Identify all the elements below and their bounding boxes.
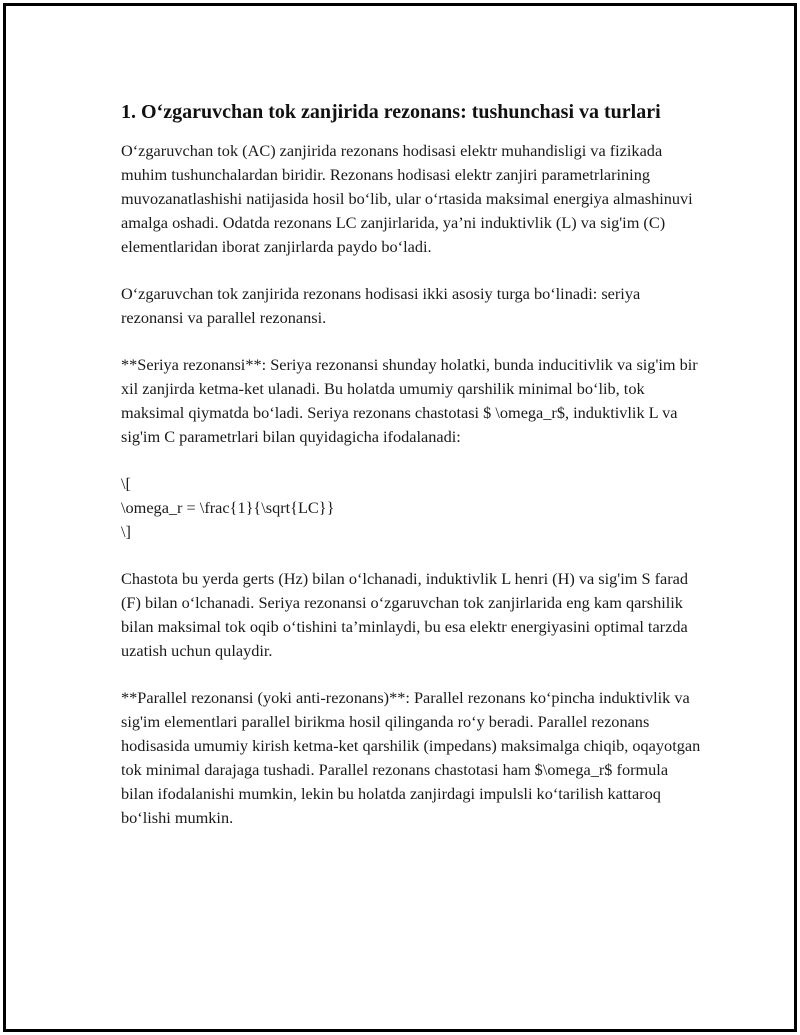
document-title: 1. O‘zgaruvchan tok zanjirida rezonans: tushunchasi va turlari xyxy=(121,101,661,123)
formula-block xyxy=(121,472,701,544)
paragraph-parallel-resonance: **Parallel rezonansi (yoki anti-rezonans)**: Parallel rezonans ko‘pincha induktivlik va sig'im elementlari parallel birikma hosil qilinganda ro‘y beradi. Parallel rezonans hodisasida umumiy kirish ketma-ket qarshilik (impedans) maksimalga chiqib, oqayotgan tok minimal darajaga tushadi. Parallel rezonans chastotasi ham $\omega_r$ formula bilan ifodalanishi mumkin, lekin bu holatda zanjirdagi impulsli ko‘tarilish kattaroq bo‘lishi mumkin. xyxy=(121,688,701,827)
formula-line-close: \] xyxy=(121,522,131,541)
paragraph-frequency-units: Chastota bu yerda gerts (Hz) bilan o‘lchanadi, induktivlik L henri (H) va sig'im S farad (F) bilan o‘lchanadi. Seriya rezonansi o‘zgaruvchan tok zanjirlarida eng kam qarshilik bilan maksimal tok oqib o‘tishini ta’minlaydi, bu esa elektr energiyasini optimal tarzda uzatish uchun qulaydir. xyxy=(121,569,689,660)
formula-line-expression: \omega_r = \frac{1}{\sqrt{LC}} xyxy=(121,498,335,517)
page-frame xyxy=(3,3,797,1032)
paragraph-intro: O‘zgaruvchan tok (AC) zanjirida rezonans hodisasi elektr muhandisligi va fizikada muhim tushunchalardan biridir. Rezonans hodisasi elektr zanjiri parametrlarining muvozanatlashishi natijasida hosil bo‘lib, ular o‘rtasida maksimal energiya almashinuvi amalga oshadi. Odatda rezonans LC zanjirlarida, ya’ni induktivlik (L) va sig'im (C) elementlaridan iborat zanjirlarda paydo bo‘ladi. xyxy=(121,141,693,256)
paragraph-series-resonance: **Seriya rezonansi**: Seriya rezonansi shunday holatki, bunda inducitivlik va sig'im bir xil zanjirda ketma-ket ulanadi. Bu holatda umumiy qarshilik minimal bo‘lib, tok maksimal qiymatda bo‘ladi. Seriya rezonans chastotasi $ \omega_r$, induktivlik L va sig'im C parametrlari bilan quyidagicha ifodalanadi: xyxy=(121,355,698,446)
paragraph-types: O‘zgaruvchan tok zanjirida rezonans hodisasi ikki asosiy turga bo‘linadi: seriya rezonansi va parallel rezonansi. xyxy=(121,284,641,327)
formula-line-open: \[ xyxy=(121,474,131,493)
document-body xyxy=(121,98,701,853)
